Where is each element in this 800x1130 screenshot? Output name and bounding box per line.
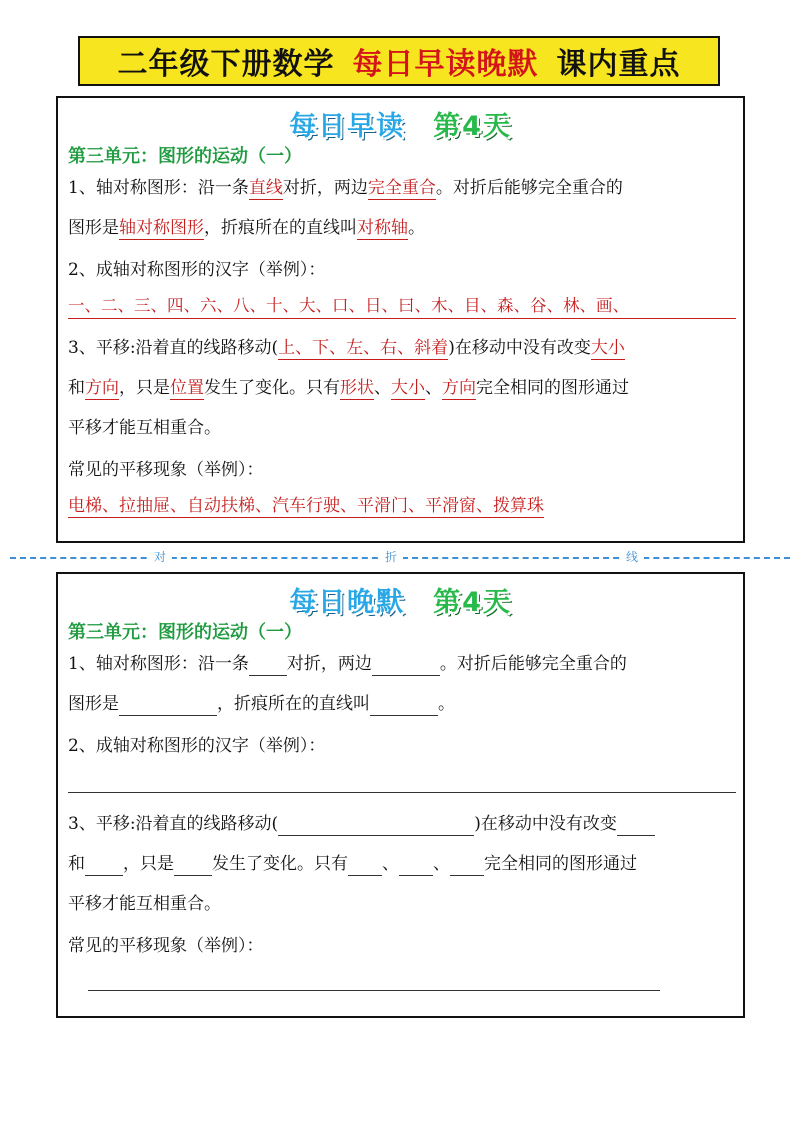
title-grade: 二年级下册数学: [117, 47, 335, 82]
q3-text: 发生了变化。只有: [204, 378, 340, 398]
morning-day: 第4天: [433, 111, 512, 142]
title-series: 每日早读晚默: [352, 47, 539, 82]
q1-text: 。对折后能够完全重合的: [439, 654, 627, 674]
fill-blank[interactable]: [372, 655, 440, 676]
q3-text: 和: [68, 378, 85, 398]
page-title-banner: [78, 36, 720, 86]
answer: 方向: [442, 378, 476, 398]
q3-text: 和: [68, 854, 85, 874]
fold-label-char: 线: [620, 548, 644, 565]
q3-text: 、: [433, 854, 450, 874]
fill-blank[interactable]: [450, 855, 484, 876]
q3-text: 、: [425, 378, 442, 398]
answer: 对称轴: [357, 218, 408, 238]
q3-text: 完全相同的图形通过: [476, 378, 629, 398]
fill-blank[interactable]: [399, 855, 433, 876]
answer-write-line[interactable]: [68, 792, 736, 793]
answer-write-line[interactable]: [88, 990, 660, 991]
fill-blank[interactable]: [617, 815, 655, 836]
q3-text: 完全相同的图形通过: [484, 854, 637, 874]
evening-q1-line1: [68, 652, 627, 676]
fold-label-char: 对: [148, 548, 172, 565]
evening-q3-line3: 平移才能互相重合。: [68, 894, 221, 914]
q1-text: ，折痕所在的直线叫: [204, 218, 357, 238]
answer: 上、下、左、右、斜着: [278, 338, 449, 358]
morning-card-title: [58, 104, 743, 143]
answer: 形状: [340, 378, 374, 398]
morning-title-text: 每日早读: [289, 111, 406, 142]
answer: 完全重合: [367, 178, 436, 198]
evening-q3-line2: [68, 852, 637, 876]
q3-text: )在移动中没有改变: [448, 338, 591, 358]
morning-q3-line1: [68, 336, 625, 360]
q3-text: ，只是: [119, 378, 170, 398]
evening-q4-question: 常见的平移现象（举例）：: [68, 936, 264, 956]
morning-q2-answer-line: [68, 294, 629, 318]
answer: 电梯、拉抽屉、自动扶梯、汽车行驶、平滑门、平滑窗、拨算珠: [68, 496, 544, 516]
q1-text: 对折，两边: [286, 654, 372, 674]
answer: 大小: [391, 378, 425, 398]
evening-day: 第4天: [433, 587, 512, 618]
q3-text: 3、平移:沿着直的线路移动(: [68, 338, 279, 358]
morning-q1-line2: [68, 216, 425, 240]
answer: 方向: [85, 378, 119, 398]
q1-text: 。: [438, 694, 455, 714]
q1-text: 图形是: [68, 218, 119, 238]
q1-text: 1、轴对称图形：沿一条: [68, 654, 249, 674]
fill-blank[interactable]: [370, 695, 438, 716]
fold-label-char: 折: [379, 548, 403, 565]
morning-q4-answer-line: [68, 494, 544, 518]
q3-text: 发生了变化。只有: [212, 854, 348, 874]
morning-q4-question: 常见的平移现象（举例）：: [68, 460, 264, 480]
q1-text: 图形是: [68, 694, 119, 714]
evening-q1-line2: [68, 692, 455, 716]
q1-text: 。: [408, 218, 425, 238]
evening-q3-line1: [68, 812, 655, 836]
evening-title-text: 每日晚默: [289, 587, 406, 618]
evening-q2-question: 2、成轴对称图形的汉字（举例）：: [68, 736, 326, 756]
answer: 直线: [248, 178, 283, 198]
q3-text: 、: [382, 854, 399, 874]
fill-blank[interactable]: [348, 855, 382, 876]
q1-text: 1、轴对称图形：沿一条: [68, 178, 249, 198]
morning-q3-line2: [68, 376, 629, 400]
q3-text: 、: [374, 378, 391, 398]
fill-blank[interactable]: [278, 815, 474, 836]
answer: 位置: [170, 378, 204, 398]
fill-blank[interactable]: [249, 655, 287, 676]
answer-underline: [68, 318, 736, 319]
answer: 大小: [590, 338, 625, 358]
morning-reading-card: [56, 96, 745, 543]
morning-unit-heading: 第三单元：图形的运动（一）: [68, 146, 302, 167]
q3-text: 3、平移:沿着直的线路移动(: [68, 814, 279, 834]
morning-q2-question: 2、成轴对称图形的汉字（举例）：: [68, 260, 326, 280]
evening-dictation-card: [56, 572, 745, 1018]
q3-text: )在移动中没有改变: [474, 814, 617, 834]
fill-blank[interactable]: [174, 855, 212, 876]
fill-blank[interactable]: [119, 695, 217, 716]
q3-text: ，只是: [123, 854, 174, 874]
morning-q1-line1: [68, 176, 623, 200]
evening-unit-heading: 第三单元：图形的运动（一）: [68, 622, 302, 643]
q1-text: ，折痕所在的直线叫: [217, 694, 370, 714]
evening-card-title: [58, 580, 743, 619]
fill-blank[interactable]: [85, 855, 123, 876]
answer: 轴对称图形: [119, 218, 204, 238]
morning-q3-line3: 平移才能互相重合。: [68, 418, 221, 438]
title-focus: 课内重点: [556, 47, 681, 82]
q1-text: 对折，两边: [282, 178, 368, 198]
q1-text: 。对折后能够完全重合的: [435, 178, 623, 198]
answer: 一、二、三、四、六、八、十、大、口、日、曰、木、目、森、谷、林、画、: [68, 296, 629, 315]
